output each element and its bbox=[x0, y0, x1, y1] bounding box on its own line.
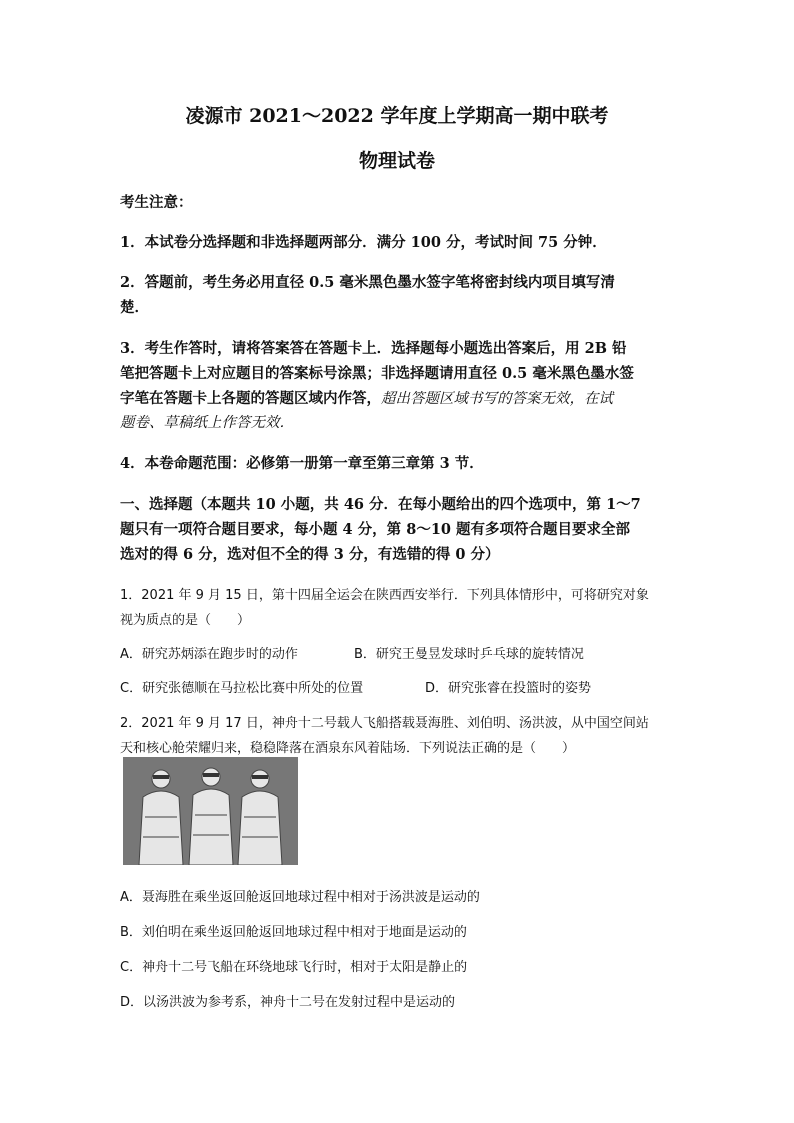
q2-option-c: C．神舟十二号飞船在环绕地球飞行时，相对于太阳是静止的 bbox=[120, 960, 468, 975]
notice-item-3-line-4: 题卷、草稿纸上作答无效． bbox=[120, 415, 294, 431]
q2-stem-line-2: 天和核心舱荣耀归来，稳稳降落在酒泉东风着陆场．下列说法正确的是（ ） bbox=[120, 741, 576, 756]
notice-heading: 考生注意： bbox=[120, 194, 193, 211]
q2-stem-line-1: 2．2021 年 9 月 17 日，神舟十二号载人飞船搭载聂海胜、刘伯明、汤洪波，从中国空间站 bbox=[120, 716, 649, 731]
exam-title: 凌源市 2021～2022 学年度上学期高一期中联考 bbox=[185, 105, 609, 127]
q1-stem-line-2: 视为质点的是（ ） bbox=[120, 613, 251, 628]
notice-item-4: 4．本卷命题范围：必修第一册第一章至第三章第 3 节． bbox=[120, 455, 484, 472]
notice-item-3-line-2: 笔把答题卡上对应题目的答案标号涂黑；非选择题请用直径 0.5 毫米黑色墨水签 bbox=[120, 365, 634, 382]
notice-item-3-line-3-b: 超出答题区域书写的答案无效，在试 bbox=[381, 391, 613, 407]
q1-option-d: D．研究张睿在投篮时的姿势 bbox=[425, 681, 592, 696]
q1-option-b: B．研究王曼昱发球时乒乓球的旋转情况 bbox=[354, 647, 584, 662]
q2-option-d: D．以汤洪波为参考系，神舟十二号在发射过程中是运动的 bbox=[120, 995, 456, 1010]
notice-item-3-line-1: 3．考生作答时，请将答案答在答题卡上．选择题每小题选出答案后，用 2B 铅 bbox=[120, 340, 627, 357]
q1-option-c: C．研究张德顺在马拉松比赛中所处的位置 bbox=[120, 681, 364, 696]
q1-option-a: A．研究苏炳添在跑步时的动作 bbox=[120, 647, 298, 662]
notice-item-3-line-3-a: 字笔在答题卡上各题的答题区域内作答， bbox=[120, 390, 381, 407]
q2-option-a: A．聂海胜在乘坐返回舱返回地球过程中相对于汤洪波是运动的 bbox=[120, 890, 480, 905]
astronauts-photo-graphic bbox=[123, 757, 298, 865]
q1-options-row-2 bbox=[120, 677, 680, 696]
q1-stem-line-1: 1．2021 年 9 月 15 日，第十四届全运会在陕西西安举行．下列具体情形中，可将研究对象 bbox=[120, 588, 649, 603]
q2-option-b: B．刘伯明在乘坐返回舱返回地球过程中相对于地面是运动的 bbox=[120, 925, 467, 940]
section-1-intro-line-3: 选对的得 6 分，选对但不全的得 3 分，有选错的得 0 分） bbox=[120, 546, 500, 563]
notice-item-1: 1．本试卷分选择题和非选择题两部分．满分 100 分，考试时间 75 分钟． bbox=[120, 234, 607, 251]
exam-subtitle: 物理试卷 bbox=[358, 150, 435, 172]
section-1-intro-line-1: 一、选择题（本题共 10 小题，共 46 分．在每小题给出的四个选项中，第 1～7 bbox=[120, 496, 641, 513]
q1-options-row-1 bbox=[120, 643, 680, 662]
notice-item-3-line-3 bbox=[120, 387, 680, 408]
notice-item-2-line-1: 2．答题前，考生务必用直径 0.5 毫米黑色墨水签字笔将密封线内项目填写清 bbox=[120, 274, 615, 291]
notice-item-2-line-2: 楚． bbox=[120, 299, 149, 316]
astronauts-photo bbox=[123, 757, 298, 865]
section-1-intro-line-2: 题只有一项符合题目要求，每小题 4 分，第 8～10 题有多项符合题目要求全部 bbox=[120, 521, 631, 538]
